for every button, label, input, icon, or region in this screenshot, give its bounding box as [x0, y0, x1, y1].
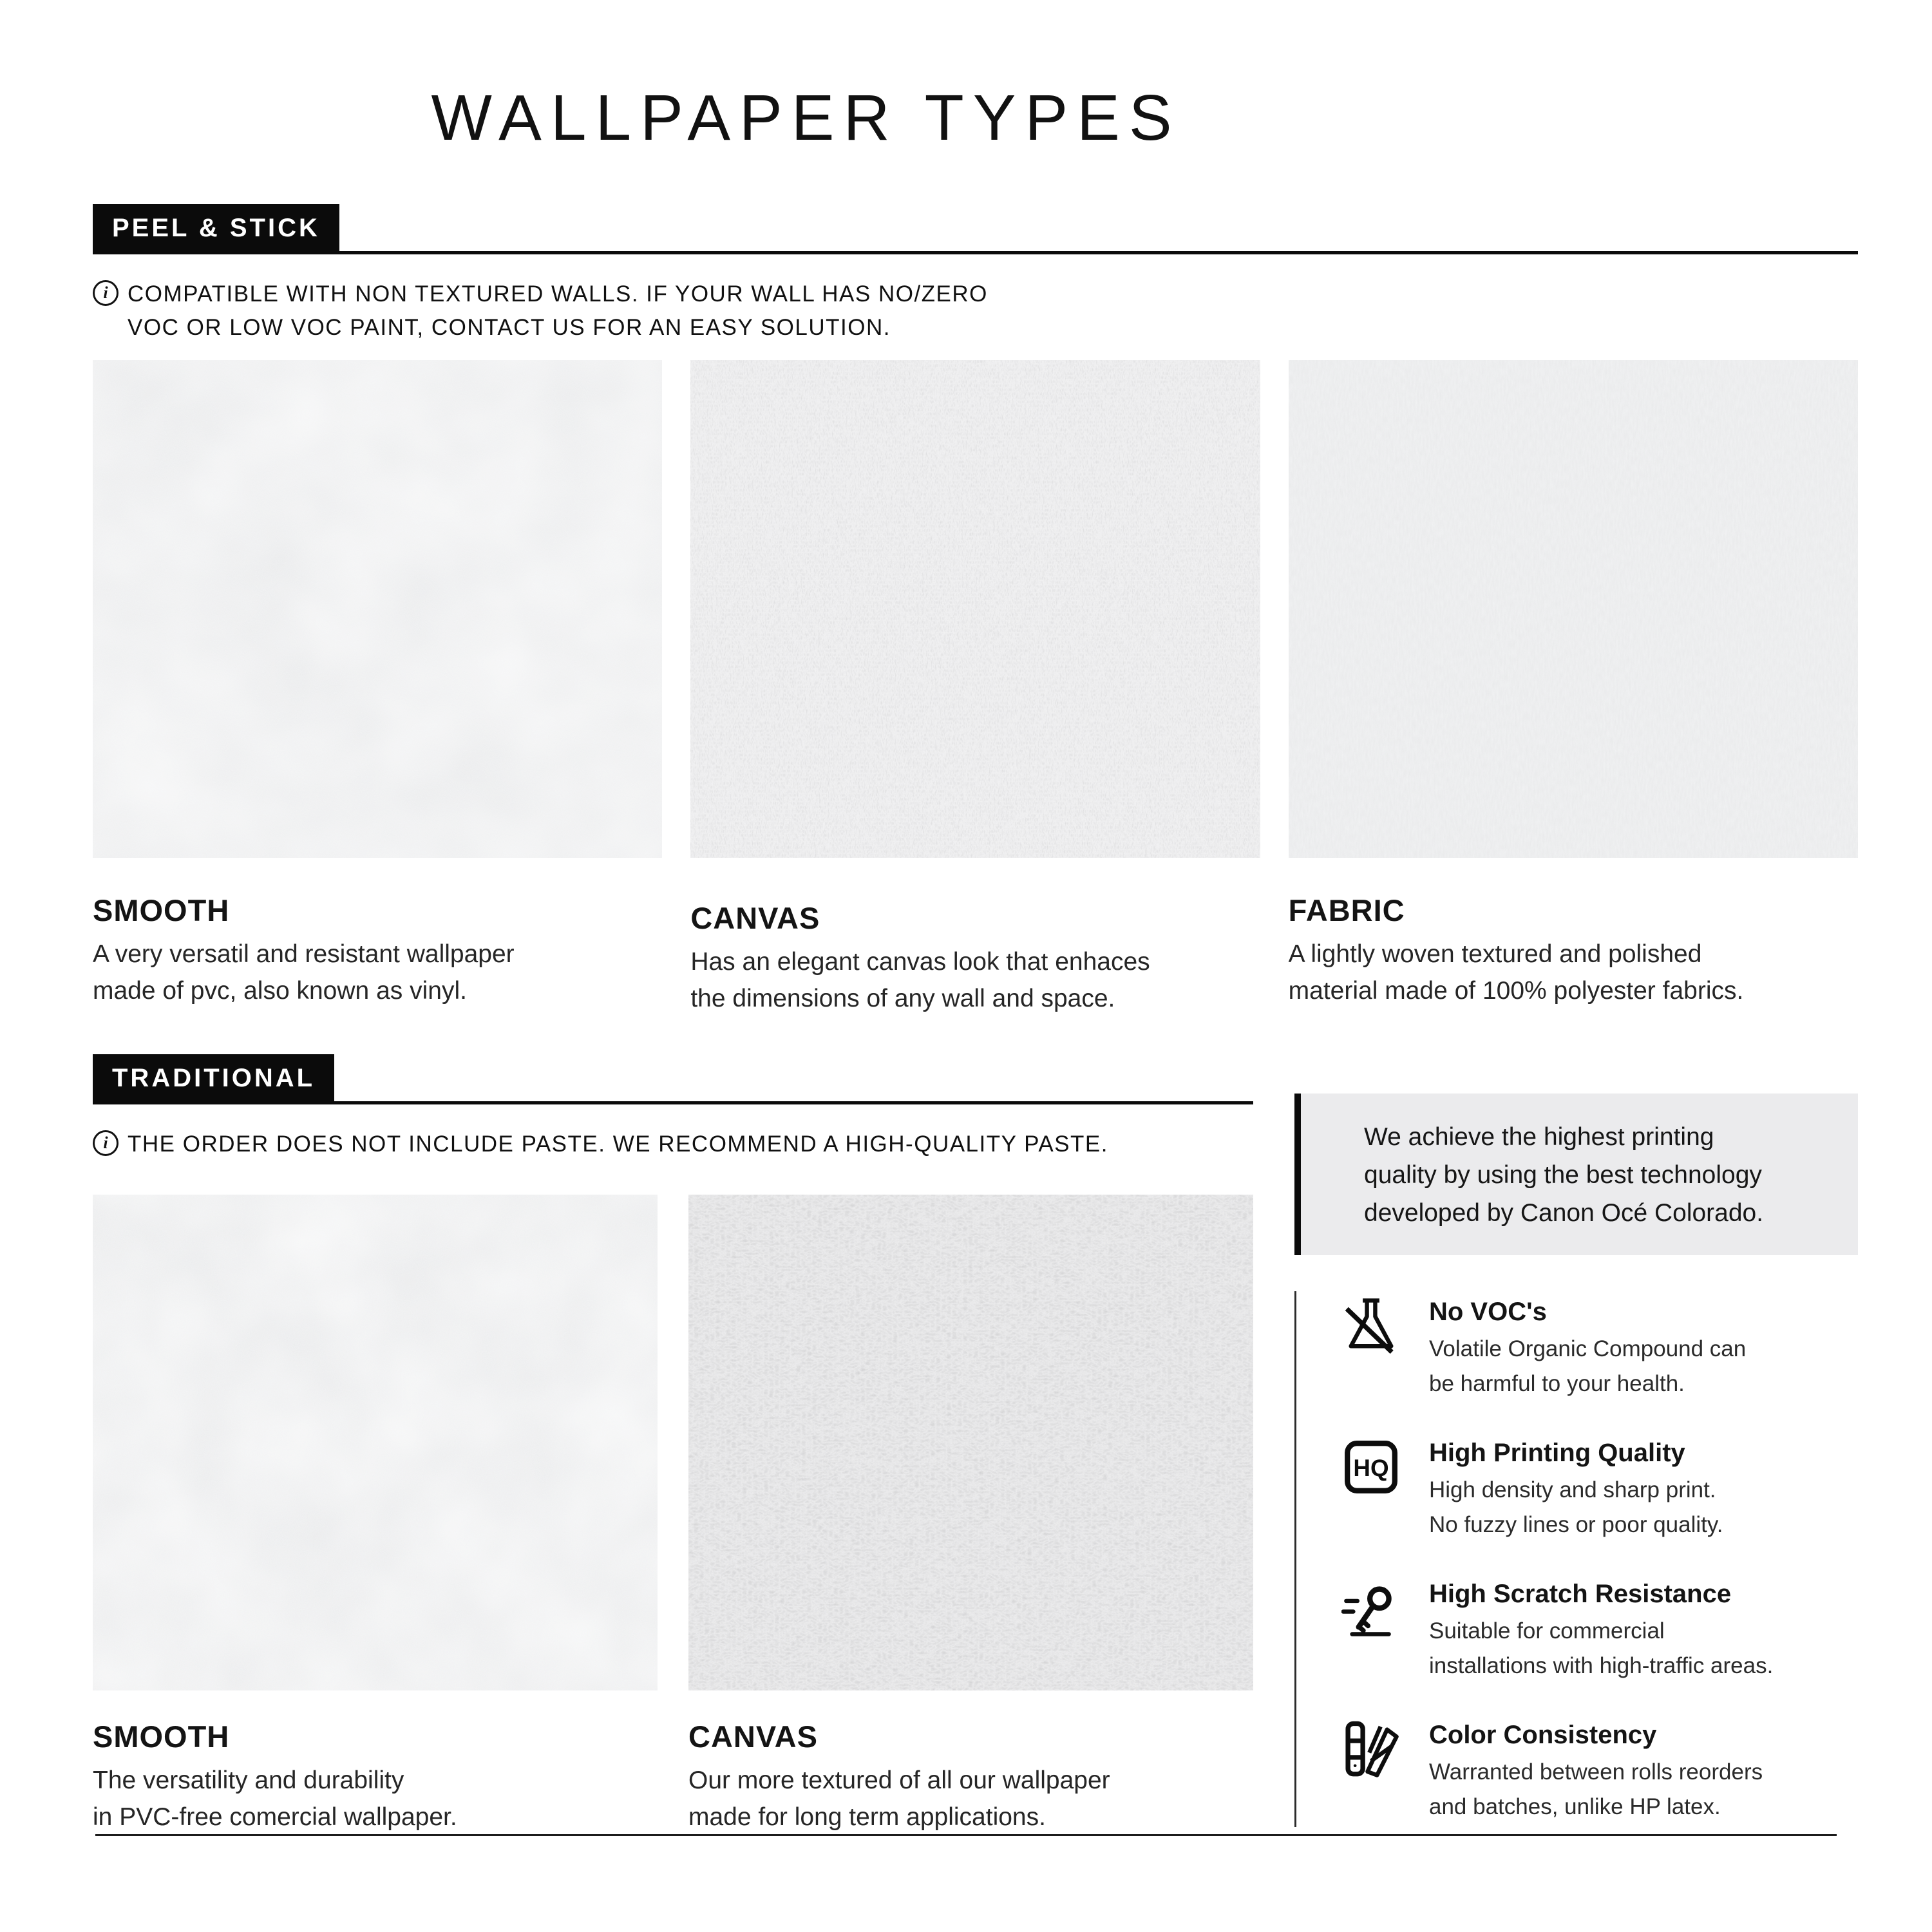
- swatch-canvas-image: [688, 1195, 1253, 1690]
- swatch-name: SMOOTH: [93, 893, 230, 927]
- note-line: COMPATIBLE WITH NON TEXTURED WALLS. IF YOUR WALL HAS NO/ZERO: [128, 281, 988, 307]
- traditional-note: [93, 1128, 1253, 1161]
- peel-stick-note: [93, 278, 1858, 345]
- swatch-name: FABRIC: [1288, 893, 1405, 927]
- traditional-swatch-row: [93, 1195, 1253, 1690]
- swatch-description: A lightly woven textured and polished material made of 100% polyester fabrics.: [1288, 940, 1744, 1005]
- caption-canvas: [690, 858, 1260, 1017]
- color-swatches-icon: [1341, 1719, 1401, 1779]
- swatch-name: CANVAS: [690, 901, 820, 935]
- feature-text: High Printing Quality High density and sharp print. No fuzzy lines or poor quality.: [1429, 1439, 1723, 1537]
- swatch-smooth-image: [93, 1195, 658, 1690]
- no-voc-flask-icon: [1341, 1296, 1401, 1356]
- swatch-description: Our more textured of all our wallpaper made for long term applications.: [688, 1766, 1110, 1831]
- page-title: WALLPAPER TYPES: [431, 82, 1181, 154]
- swatch-name: SMOOTH: [93, 1719, 230, 1754]
- statement-text: We achieve the highest printing quality by using the best technology developed by Canon Océ Colorado.: [1364, 1123, 1764, 1227]
- caption-canvas: [688, 1690, 1253, 1835]
- swatch-canvas-image: [690, 360, 1260, 858]
- printing-quality-statement: [1294, 1094, 1858, 1255]
- content: [93, 204, 1858, 1835]
- caption-smooth: [93, 1690, 658, 1835]
- note-line: VOC OR LOW VOC PAINT, CONTACT US FOR AN EASY SOLUTION.: [128, 315, 891, 340]
- swatch-description: Has an elegant canvas look that enhaces the dimensions of any wall and space.: [690, 948, 1150, 1012]
- key-scratch-icon: [1341, 1578, 1401, 1638]
- feature-text: No VOC's Volatile Organic Compound can be harmful to your health.: [1429, 1298, 1747, 1396]
- info-icon: i: [93, 280, 118, 306]
- section-header-traditional: [93, 1054, 1253, 1104]
- feature-list: [1294, 1291, 1858, 1827]
- peel-stick-label: PEEL & STICK: [93, 204, 339, 251]
- info-icon: i: [93, 1130, 118, 1156]
- hq-badge-icon: [1341, 1437, 1401, 1497]
- section-header-peel-stick: [93, 204, 1858, 254]
- swatch-description: The versatility and durability in PVC-free comercial wallpaper.: [93, 1766, 457, 1831]
- svg-text:HQ: HQ: [1353, 1454, 1389, 1481]
- traditional-note-text: [128, 1128, 1108, 1161]
- feature-text: Color Consistency Warranted between rolls reorders and batches, unlike HP latex.: [1429, 1721, 1763, 1819]
- feature-high-printing-quality: [1341, 1437, 1858, 1542]
- swatch-description: A very versatil and resistant wallpaper made of pvc, also known as vinyl.: [93, 940, 515, 1005]
- traditional-section: [93, 1054, 1253, 1835]
- lower-area: [93, 1054, 1858, 1835]
- peel-stick-note-text: [128, 278, 988, 345]
- peel-stick-swatch-row: [93, 360, 1858, 858]
- traditional-label: TRADITIONAL: [93, 1054, 334, 1101]
- note-line: THE ORDER DOES NOT INCLUDE PASTE. WE RECOMMEND A HIGH-QUALITY PASTE.: [128, 1132, 1108, 1157]
- quality-panel: [1294, 1054, 1858, 1835]
- feature-no-voc: [1341, 1296, 1858, 1401]
- bottom-divider: [95, 1834, 1837, 1836]
- caption-fabric: [1289, 858, 1858, 1017]
- feature-high-scratch-resistance: [1341, 1578, 1858, 1683]
- swatch-fabric-image: [1289, 360, 1858, 858]
- swatch-smooth-image: [93, 360, 662, 858]
- caption-smooth: [93, 858, 662, 1017]
- feature-text: High Scratch Resistance Suitable for commercial installations with high-traffic areas.: [1429, 1580, 1774, 1678]
- peel-stick-caption-row: [93, 858, 1858, 1017]
- traditional-caption-row: [93, 1690, 1253, 1835]
- feature-color-consistency: [1341, 1719, 1858, 1824]
- swatch-name: CANVAS: [688, 1719, 818, 1754]
